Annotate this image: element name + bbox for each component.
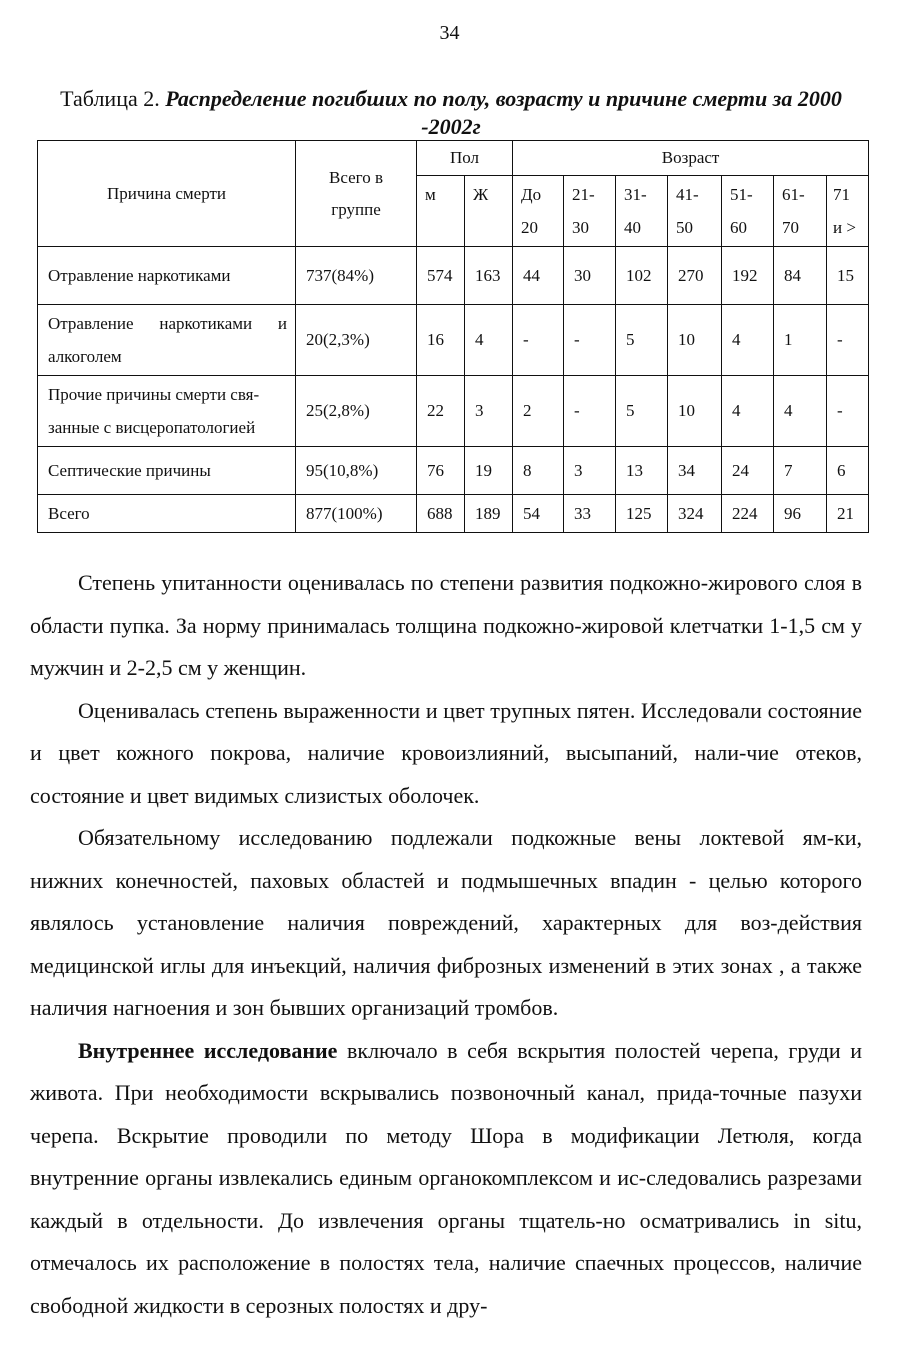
cell-age-0: - xyxy=(513,305,564,376)
cell-age-6: - xyxy=(827,376,869,447)
cell-age-6: - xyxy=(827,305,869,376)
paragraph-4-body: включало в себя вскрытия полостей черепа, груди и живота. При необходимости вскрывались позвоночный канал, прида-точные пазухи черепа. Вскрытие проводили по методу Шора в модификации Летюля, когда внутренние органы извлекались единым органокомплексом и ис-следовались разрезами каждый в отдельности. До извлечения органы тщатель-но осматривались in situ, отмечалось их расположение в полостях тела, наличие спаечных процессов, наличие свободной жидкости в серозных полостях и дру- xyxy=(30,1037,863,1318)
cell-cause: Отравление наркотиками и алкоголем xyxy=(38,305,296,376)
cell-cause: Септические причины xyxy=(38,447,296,495)
header-age: Возраст xyxy=(513,141,869,176)
cell-sex-f: 19 xyxy=(465,447,513,495)
cell-age-3: 10 xyxy=(668,376,722,447)
cell-age-1: 3 xyxy=(564,447,616,495)
cell-sex-m: 76 xyxy=(417,447,465,495)
cell-age-2: 5 xyxy=(616,305,668,376)
cell-age-0: 44 xyxy=(513,247,564,305)
cell-age-5: 96 xyxy=(774,495,827,533)
cell-sex-m: 688 xyxy=(417,495,465,533)
cell-age-4: 224 xyxy=(722,495,774,533)
cell-age-4: 192 xyxy=(722,247,774,305)
cell-age-5: 7 xyxy=(774,447,827,495)
page-number: 34 xyxy=(439,22,460,44)
header-age-6: 71 и > xyxy=(827,176,869,247)
cell-total: 737(84%) xyxy=(296,247,417,305)
header-age-2: 31- 40 xyxy=(616,176,668,247)
table-caption xyxy=(36,85,866,141)
cell-age-3: 324 xyxy=(668,495,722,533)
header-total xyxy=(296,141,417,247)
header-total-line2: группе xyxy=(331,199,381,219)
cell-age-0: 8 xyxy=(513,447,564,495)
cell-cause: Прочие причины смерти свя-занные с висцеропатологией xyxy=(38,376,296,447)
cell-age-1: - xyxy=(564,376,616,447)
cell-total: 877(100%) xyxy=(296,495,417,533)
cell-age-4: 24 xyxy=(722,447,774,495)
cell-age-4: 4 xyxy=(722,305,774,376)
table-row xyxy=(38,247,869,305)
mortality-table xyxy=(37,140,869,533)
header-sex-m: м xyxy=(417,176,465,247)
header-age-0: До 20 xyxy=(513,176,564,247)
header-age-5: 61- 70 xyxy=(774,176,827,247)
cell-age-2: 13 xyxy=(616,447,668,495)
cell-sex-f: 163 xyxy=(465,247,513,305)
header-age-4: 51- 60 xyxy=(722,176,774,247)
header-sex-f: Ж xyxy=(465,176,513,247)
cell-age-0: 54 xyxy=(513,495,564,533)
cell-age-6: 15 xyxy=(827,247,869,305)
cell-age-1: 33 xyxy=(564,495,616,533)
cell-age-1: - xyxy=(564,305,616,376)
header-age-1: 21- 30 xyxy=(564,176,616,247)
table-row xyxy=(38,495,869,533)
caption-lead: Таблица 2. xyxy=(60,86,160,111)
table-row xyxy=(38,376,869,447)
cell-age-0: 2 xyxy=(513,376,564,447)
header-total-line1: Всего в xyxy=(329,167,383,187)
paragraph-4-heading: Внутреннее исследование xyxy=(78,1037,338,1063)
paragraph-1: Степень упитанности оценивалась по степени развития подкожно-жирового слоя в области пупка. За норму принималась толщина подкожно-жировой клетчатки 1-1,5 см у мужчин и 2-2,5 см у женщин. xyxy=(30,570,862,680)
cell-age-5: 4 xyxy=(774,376,827,447)
cell-age-5: 1 xyxy=(774,305,827,376)
cell-sex-f: 189 xyxy=(465,495,513,533)
cell-sex-m: 574 xyxy=(417,247,465,305)
cell-age-2: 5 xyxy=(616,376,668,447)
header-age-3: 41- 50 xyxy=(668,176,722,247)
table-row xyxy=(38,447,869,495)
cell-age-6: 6 xyxy=(827,447,869,495)
paragraph-2: Оценивалась степень выраженности и цвет трупных пятен. Исследовали состояние и цвет кожного покрова, наличие кровоизлияний, высыпаний, нали-чие отеков, состояние и цвет видимых слизистых оболочек. xyxy=(30,697,862,808)
cell-total: 95(10,8%) xyxy=(296,447,417,495)
header-sex: Пол xyxy=(417,141,513,176)
header-cause: Причина смерти xyxy=(38,141,296,247)
cell-sex-f: 3 xyxy=(465,376,513,447)
cell-cause: Всего xyxy=(38,495,296,533)
cell-age-2: 102 xyxy=(616,247,668,305)
cell-total: 25(2,8%) xyxy=(296,376,417,447)
paragraph-4 xyxy=(30,1030,862,1328)
cell-age-3: 34 xyxy=(668,447,722,495)
cell-age-6: 21 xyxy=(827,495,869,533)
cell-age-5: 84 xyxy=(774,247,827,305)
paragraph-3: Обязательному исследованию подлежали подкожные вены локтевой ям-ки, нижних конечностей, паховых областей и подмышечных впадин - целью которого являлось установление наличия повреждений, характерных для воз-действия медицинской иглы для инъекций, наличия фиброзных изменений в этих зонах , а также наличия нагноения и зон бывших организаций тромбов. xyxy=(30,825,862,1020)
cell-sex-f: 4 xyxy=(465,305,513,376)
cell-cause: Отравление наркотиками xyxy=(38,247,296,305)
cell-age-2: 125 xyxy=(616,495,668,533)
cell-sex-m: 16 xyxy=(417,305,465,376)
caption-title: Распределение погибших по полу, возрасту и причине смерти за 2000 -2002г xyxy=(165,86,842,139)
cell-age-3: 10 xyxy=(668,305,722,376)
cell-age-3: 270 xyxy=(668,247,722,305)
table-row xyxy=(38,305,869,376)
body-text xyxy=(30,562,862,1327)
cell-age-1: 30 xyxy=(564,247,616,305)
cell-sex-m: 22 xyxy=(417,376,465,447)
cell-total: 20(2,3%) xyxy=(296,305,417,376)
cell-age-4: 4 xyxy=(722,376,774,447)
